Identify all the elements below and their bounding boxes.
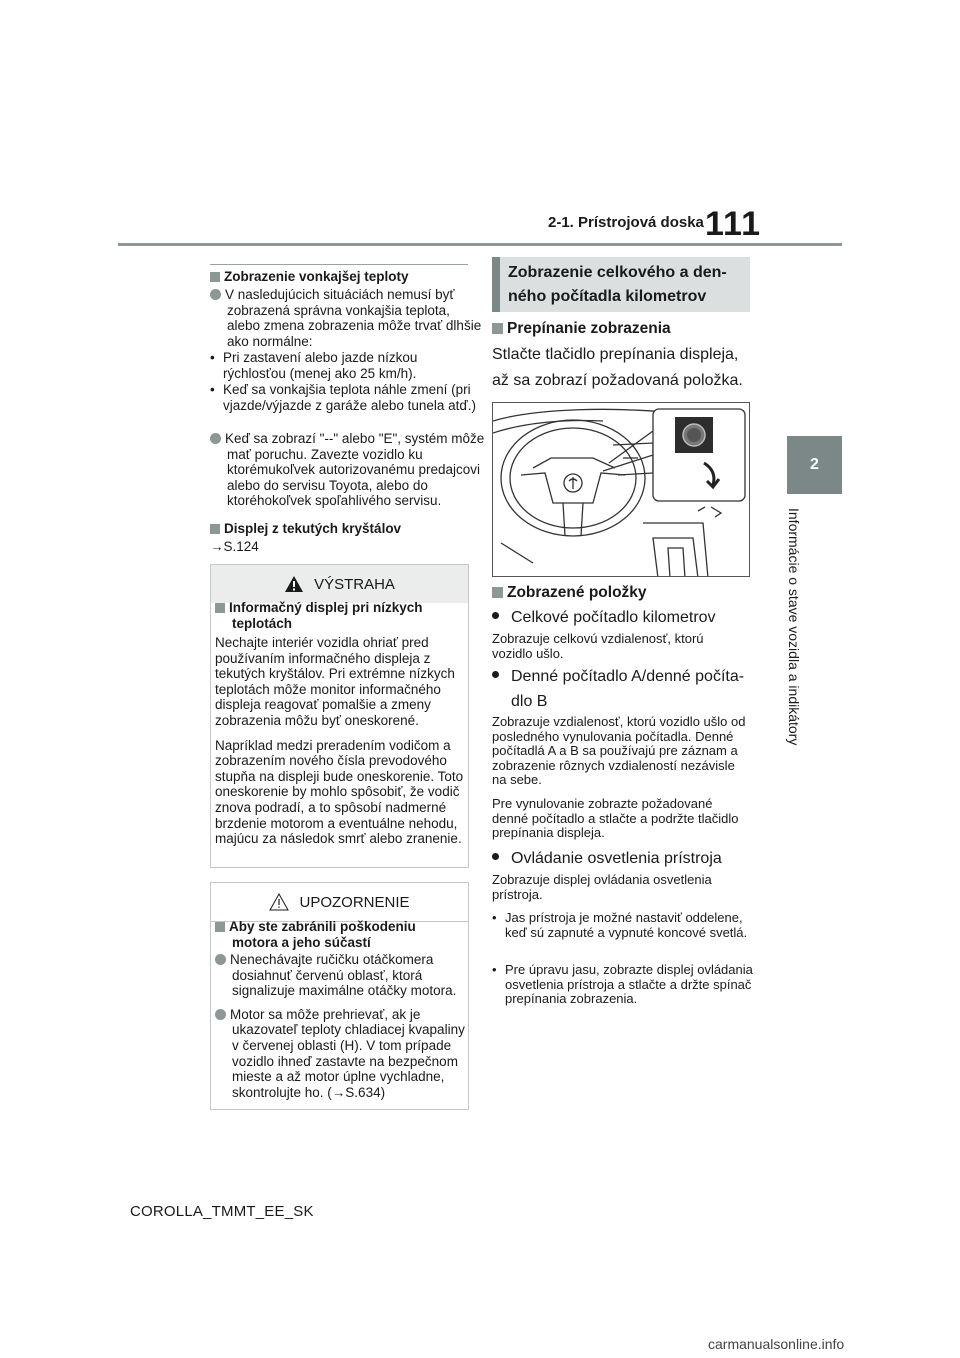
notice-title: Aby ste zabránili poškodeniu motora a jeho súčastí xyxy=(215,919,465,951)
warning-para-2: Napríklad medzi preradením vodičom a zobrazením nového čísla prevodového stupňa na displeji bude oneskorenie. Toto oneskorenie by mohlo spôsobiť, že vodič znova podradí, a to spôsobí nadmerné brzdenie motorom a eventuálne nehodu, majúcu za následok smrť alebo zranenie. xyxy=(215,737,464,847)
notice-header xyxy=(211,883,468,922)
item-trip-meter-desc-1: Zobrazuje vzdialenosť, ktorú vozidlo ušlo od posledného vynulovania počítadla. Denné počítadlá A a B sa používajú pre záznam a zobrazenie rôznych vzdialeností nezávisle na sebe. xyxy=(492,714,746,788)
outside-temp-heading: Zobrazenie vonkajšej teploty xyxy=(210,269,468,285)
caution-triangle-icon xyxy=(269,893,289,911)
warning-para-1: Nechajte interiér vozidla ohriať pred používaním informačného displeja z tekutých kryštálov. Pri extrémne nízkych teplotách môže monitor informačného displeja reagovať pomalšie a zmeny zobrazenia môžu byť oneskorené. xyxy=(215,635,455,728)
square-bullet-icon xyxy=(215,603,225,613)
square-bullet-icon xyxy=(492,323,503,334)
notice-label: UPOZORNENIE xyxy=(299,893,410,911)
item-odometer-desc: Zobrazuje celkovú vzdialenosť, ktorú vozidlo ušlo. xyxy=(492,631,704,661)
odometer-heading-line-2: ného počítadla kilometrov xyxy=(508,288,707,305)
square-bullet-icon xyxy=(210,272,220,282)
round-bullet-icon xyxy=(215,1009,226,1020)
outside-temp-para-2: Keď sa zobrazí "--" alebo "E", systém môže mať poruchu. Zavezte vozidlo ku ktorémukoľvek autorizovanému predajcovi alebo do servisu Toyota, alebo do ktoréhokoľvek spoľahlivého servisu. xyxy=(210,431,485,509)
item-trip-meter-line-2: dlo B xyxy=(511,693,548,710)
bullet-icon xyxy=(492,671,499,678)
chapter-label-text: Informácie o stave vozidla a indikátory xyxy=(786,508,802,746)
lcd-heading: Displej z tekutých kryštálov xyxy=(210,521,468,537)
warning-box xyxy=(210,564,469,868)
item-light-control-desc: Zobrazuje displej ovládania osvetlenia prístroja. xyxy=(492,872,712,902)
warning-title: Informačný displej pri nízkych teplotách xyxy=(215,600,465,632)
odometer-heading-line-1: Zobrazenie celkového a den- xyxy=(508,264,727,281)
round-bullet-icon xyxy=(210,289,221,300)
warning-label: VÝSTRAHA xyxy=(314,575,395,593)
item-light-control-bullet-2: • Pre úpravu jasu, zobrazte displej ovládania osvetlenia prístroja a stlačte a držte spínač prepínania zobrazenia. xyxy=(492,962,753,1007)
item-odometer: Celkové počítadlo kilometrov xyxy=(492,605,757,631)
steering-wheel-illustration xyxy=(493,403,750,577)
watermark: carmanualsonline.info xyxy=(708,1336,845,1352)
lcd-reference[interactable]: →S.124 xyxy=(210,539,259,554)
notice-para-1: Nenechávajte ručičku otáčkomera dosiahnuť červenú oblasť, ktorá signalizuje maximálne otáčky motora. xyxy=(215,952,465,999)
item-light-control-bullet-1: • Jas prístroja je možné nastaviť oddelene, keď sú zapnuté a vypnuté koncové svetlá. xyxy=(492,910,748,940)
bullet-icon xyxy=(492,853,499,860)
footer-doc-code: COROLLA_TMMT_EE_SK xyxy=(130,1203,314,1220)
warning-triangle-icon xyxy=(284,575,304,593)
outside-temp-bullet-2: • Keď sa vonkajšia teplota náhle zmení (pri vjazde/výjazde z garáže alebo tunela atď.) xyxy=(210,382,476,413)
header-rule xyxy=(118,243,842,246)
warning-header xyxy=(211,565,468,603)
item-trip-meter: Denné počítadlo A/denné počíta- xyxy=(492,664,757,690)
item-light-control: Ovládanie osvetlenia prístroja xyxy=(492,846,757,872)
section-title: 2-1. Prístrojová doska xyxy=(548,214,704,231)
switch-display-line-1: Stlačte tlačidlo prepínania displeja, xyxy=(492,346,739,363)
chapter-label xyxy=(786,508,816,768)
item-trip-meter-desc-2: Pre vynulovanie zobrazte požadované denné počítadlo a stlačte a podržte tlačidlo prepínania displeja. xyxy=(492,796,739,841)
chapter-number: 2 xyxy=(810,456,819,473)
odometer-heading xyxy=(492,257,750,312)
switch-display-heading: Prepínanie zobrazenia xyxy=(492,319,757,339)
notice-para-2: Motor sa môže prehrievať, ak je ukazovateľ teploty chladiacej kvapaliny v červenej oblasti (H). V tom prípade vozidlo ihneď zastavte na bezpečnom mieste a až motor úplne vychladne, skontrolujte ho. (→S.634) xyxy=(215,1007,465,1101)
round-bullet-icon xyxy=(210,433,221,444)
outside-temp-para-1: V nasledujúcich situáciách nemusí byť zobrazená správna vonkajšia teplota, alebo zmena zobrazenia môže trvať dlhšie ako normálne: xyxy=(210,287,485,349)
displayed-items-heading: Zobrazené položky xyxy=(492,583,757,603)
round-bullet-icon xyxy=(215,954,226,965)
square-bullet-icon xyxy=(215,922,225,932)
page-number: 111 xyxy=(705,205,761,243)
outside-temp-bullet-1: • Pri zastavení alebo jazde nízkou rýchlosťou (menej ako 25 km/h). xyxy=(210,350,418,381)
square-bullet-icon xyxy=(210,524,220,534)
square-bullet-icon xyxy=(492,587,503,598)
switch-display-line-2: až sa zobrazí požadovaná položka. xyxy=(492,372,743,389)
bullet-icon xyxy=(492,612,499,619)
chapter-tab xyxy=(787,436,842,494)
section-rule xyxy=(210,264,468,265)
notice-box xyxy=(210,882,469,1110)
dashboard-illustration xyxy=(492,402,750,577)
